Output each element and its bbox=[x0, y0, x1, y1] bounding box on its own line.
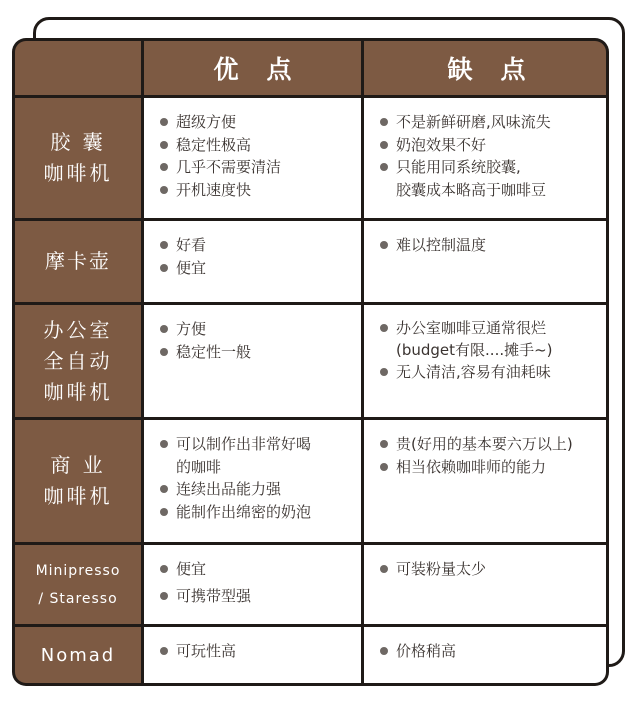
list-item: 稳定性一般 bbox=[158, 341, 353, 364]
list-item: 可装粉量太少 bbox=[378, 558, 601, 581]
comparison-table bbox=[12, 38, 609, 686]
row-label-line: 商 业 bbox=[50, 453, 106, 477]
header-cons: 缺点 bbox=[364, 41, 606, 95]
list-item: 可玩性高 bbox=[158, 640, 353, 663]
list-item: 贵(好用的基本要六万以上) bbox=[378, 433, 601, 456]
row-label-line: / Staresso bbox=[38, 590, 118, 607]
row-label-line: 办公室 bbox=[43, 317, 113, 342]
list-item: 几乎不需要清洁 bbox=[158, 156, 353, 179]
cons-cell-capsule bbox=[364, 98, 606, 218]
list-item: 可以制作出非常好喝 bbox=[158, 433, 353, 456]
cons-cell-nomad bbox=[364, 627, 606, 683]
list-item: 难以控制温度 bbox=[378, 234, 601, 257]
header-pros: 优点 bbox=[144, 41, 361, 95]
row-label-capsule bbox=[15, 98, 141, 218]
row-label-line: 胶 囊 bbox=[50, 130, 106, 154]
row-label-line: 咖啡机 bbox=[43, 161, 113, 185]
list-item: 无人清洁,容易有油耗味 bbox=[378, 361, 601, 383]
list-item-continuation: 的咖啡 bbox=[176, 457, 222, 476]
list-item: 便宜 bbox=[158, 257, 353, 280]
row-label-line: Nomad bbox=[40, 644, 116, 666]
cons-cell-moka bbox=[364, 221, 606, 302]
list-item-continuation: 胶囊成本略高于咖啡豆 bbox=[396, 180, 547, 199]
list-item: 方便 bbox=[158, 318, 353, 341]
row-label-nomad bbox=[15, 627, 141, 683]
row-label-line: 摩卡壶 bbox=[45, 249, 111, 273]
list-item: 开机速度快 bbox=[158, 179, 353, 202]
list-item: 办公室咖啡豆通常很烂 bbox=[378, 317, 601, 339]
row-label-minipresso bbox=[15, 545, 141, 624]
pros-cell-nomad bbox=[144, 627, 361, 683]
row-label-moka bbox=[15, 221, 141, 302]
pros-cell-moka bbox=[144, 221, 361, 302]
row-label-line: Minipresso bbox=[35, 562, 121, 579]
pros-cell-commercial bbox=[144, 420, 361, 542]
row-label-commercial bbox=[15, 420, 141, 542]
row-label-office bbox=[15, 305, 141, 417]
cons-cell-commercial bbox=[364, 420, 606, 542]
list-item: 相当依赖咖啡师的能力 bbox=[378, 456, 601, 479]
cons-cell-minipresso bbox=[364, 545, 606, 624]
list-item: 可携带型强 bbox=[158, 585, 353, 608]
pros-cell-capsule bbox=[144, 98, 361, 218]
list-item: 好看 bbox=[158, 234, 353, 257]
list-item: 连续出品能力强 bbox=[158, 478, 353, 501]
row-label-line: 全自动 bbox=[43, 348, 113, 373]
list-item: 能制作出绵密的奶泡 bbox=[158, 501, 353, 524]
list-item: 便宜 bbox=[158, 558, 353, 581]
header-corner-cell bbox=[15, 41, 141, 95]
pros-cell-office bbox=[144, 305, 361, 417]
list-item: 只能用同系统胶囊, bbox=[378, 156, 601, 179]
cons-cell-office bbox=[364, 305, 606, 417]
list-item: 稳定性极高 bbox=[158, 134, 353, 157]
list-item: 奶泡效果不好 bbox=[378, 134, 601, 157]
list-item: 超级方便 bbox=[158, 111, 353, 134]
row-label-line: 咖啡机 bbox=[43, 484, 113, 508]
row-label-line: 咖啡机 bbox=[43, 379, 113, 404]
list-item-continuation: (budget有限....摊手~) bbox=[396, 341, 553, 359]
pros-cell-minipresso bbox=[144, 545, 361, 624]
comparison-grid bbox=[15, 41, 606, 683]
list-item: 不是新鲜研磨,风味流失 bbox=[378, 111, 601, 134]
list-item: 价格稍高 bbox=[378, 640, 601, 663]
